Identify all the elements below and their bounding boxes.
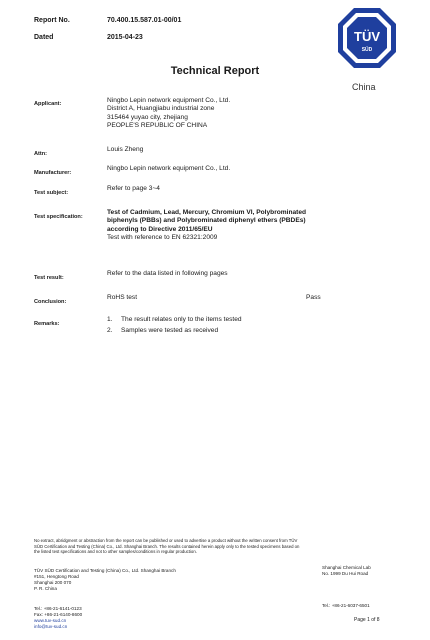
footer-left-address: TÜV SÜD Certification and Testing (China) Co., Ltd. Shanghai Branch #151, Hengtong Road Shanghai 200 070 P. R. China bbox=[34, 568, 176, 591]
attn-value: Louis Zheng bbox=[107, 146, 144, 153]
attn-label: Attn: bbox=[34, 151, 48, 157]
test-specification-block bbox=[107, 209, 306, 243]
conclusion-result: Pass bbox=[306, 294, 321, 301]
report-no-label: Report No. bbox=[34, 17, 70, 24]
applicant-label: Applicant: bbox=[34, 101, 62, 107]
spec-line: according to Directive 2011/65/EU bbox=[107, 225, 213, 233]
spec-line: Test of Cadmium, Lead, Mercury, Chromium VI, Polybrominated bbox=[107, 209, 307, 216]
remark-item: 2. Samples were tested as received bbox=[107, 327, 219, 335]
remarks-label: Remarks: bbox=[34, 321, 60, 327]
spec-reference: Test with reference to EN 62321:2009 bbox=[107, 234, 218, 242]
dated-label: Dated bbox=[34, 34, 54, 41]
test-result-label: Test result: bbox=[34, 275, 64, 281]
dated-value: 2015-04-23 bbox=[107, 34, 143, 41]
applicant-block bbox=[107, 97, 230, 131]
footer-website-link[interactable]: www.tuv-sud.cn bbox=[34, 618, 67, 623]
remark-item: 1. The result relates only to the items tested bbox=[107, 316, 242, 323]
logo-subtext: SÜD bbox=[361, 47, 373, 53]
report-no-value: 70.400.15.587.01-00/01 bbox=[107, 17, 182, 24]
logo-text: TÜV bbox=[354, 29, 380, 44]
test-specification-label: Test specification: bbox=[34, 214, 83, 220]
page-number: Page 1 of 8 bbox=[354, 617, 380, 623]
applicant-line: Ningbo Lepin network equipment Co., Ltd. bbox=[107, 97, 231, 104]
applicant-line: 315464 yuyao city, zhejiang bbox=[107, 113, 188, 121]
footer-tel-right: Tel.: +86-21-6037-6501 bbox=[322, 603, 370, 608]
manufacturer-value: Ningbo Lepin network equipment Co., Ltd. bbox=[107, 165, 231, 172]
remarks-list bbox=[107, 316, 242, 336]
test-subject-label: Test subject: bbox=[34, 190, 69, 196]
logo-country: China bbox=[352, 82, 376, 92]
footer-email-link[interactable]: info@tuv-sud.cn bbox=[34, 624, 68, 629]
spec-line: biphenyls (PBBs) and Polybrominated diphenyl ethers (PBDEs) bbox=[107, 217, 306, 225]
test-subject-value: Refer to page 3~4 bbox=[107, 185, 160, 192]
footer-fax: Fax: +86-21-6140-8600 bbox=[34, 612, 83, 617]
applicant-line: District A, Huangjiabu industrial zone bbox=[107, 105, 215, 113]
footer-tel: Tel.: +86-21-6141-0123 bbox=[34, 606, 82, 611]
test-result-value: Refer to the data listed in following pages bbox=[107, 270, 228, 277]
footer-contacts bbox=[34, 606, 82, 630]
tuv-logo bbox=[336, 6, 398, 92]
applicant-line: PEOPLE'S REPUBLIC OF CHINA bbox=[107, 122, 208, 130]
page-title: Technical Report bbox=[170, 65, 260, 77]
footer-right-address: Shanghai Chemical Lab No. 1999 Du Hui Road bbox=[322, 565, 371, 576]
conclusion-value: RoHS test bbox=[107, 294, 138, 301]
footer-disclaimer: No extract, abridgment or abstraction from the report can be published or used to advertise a product without the written consent from TÜV SÜD Certification and Testing (China) Co., Ltd. Shanghai Branch. The results contained herein apply only to the tested specimens based on the listed test specifications and not to other samples/conditions in regular production. bbox=[34, 538, 300, 555]
manufacturer-label: Manufacturer: bbox=[34, 170, 72, 176]
conclusion-label: Conclusion: bbox=[34, 299, 67, 305]
